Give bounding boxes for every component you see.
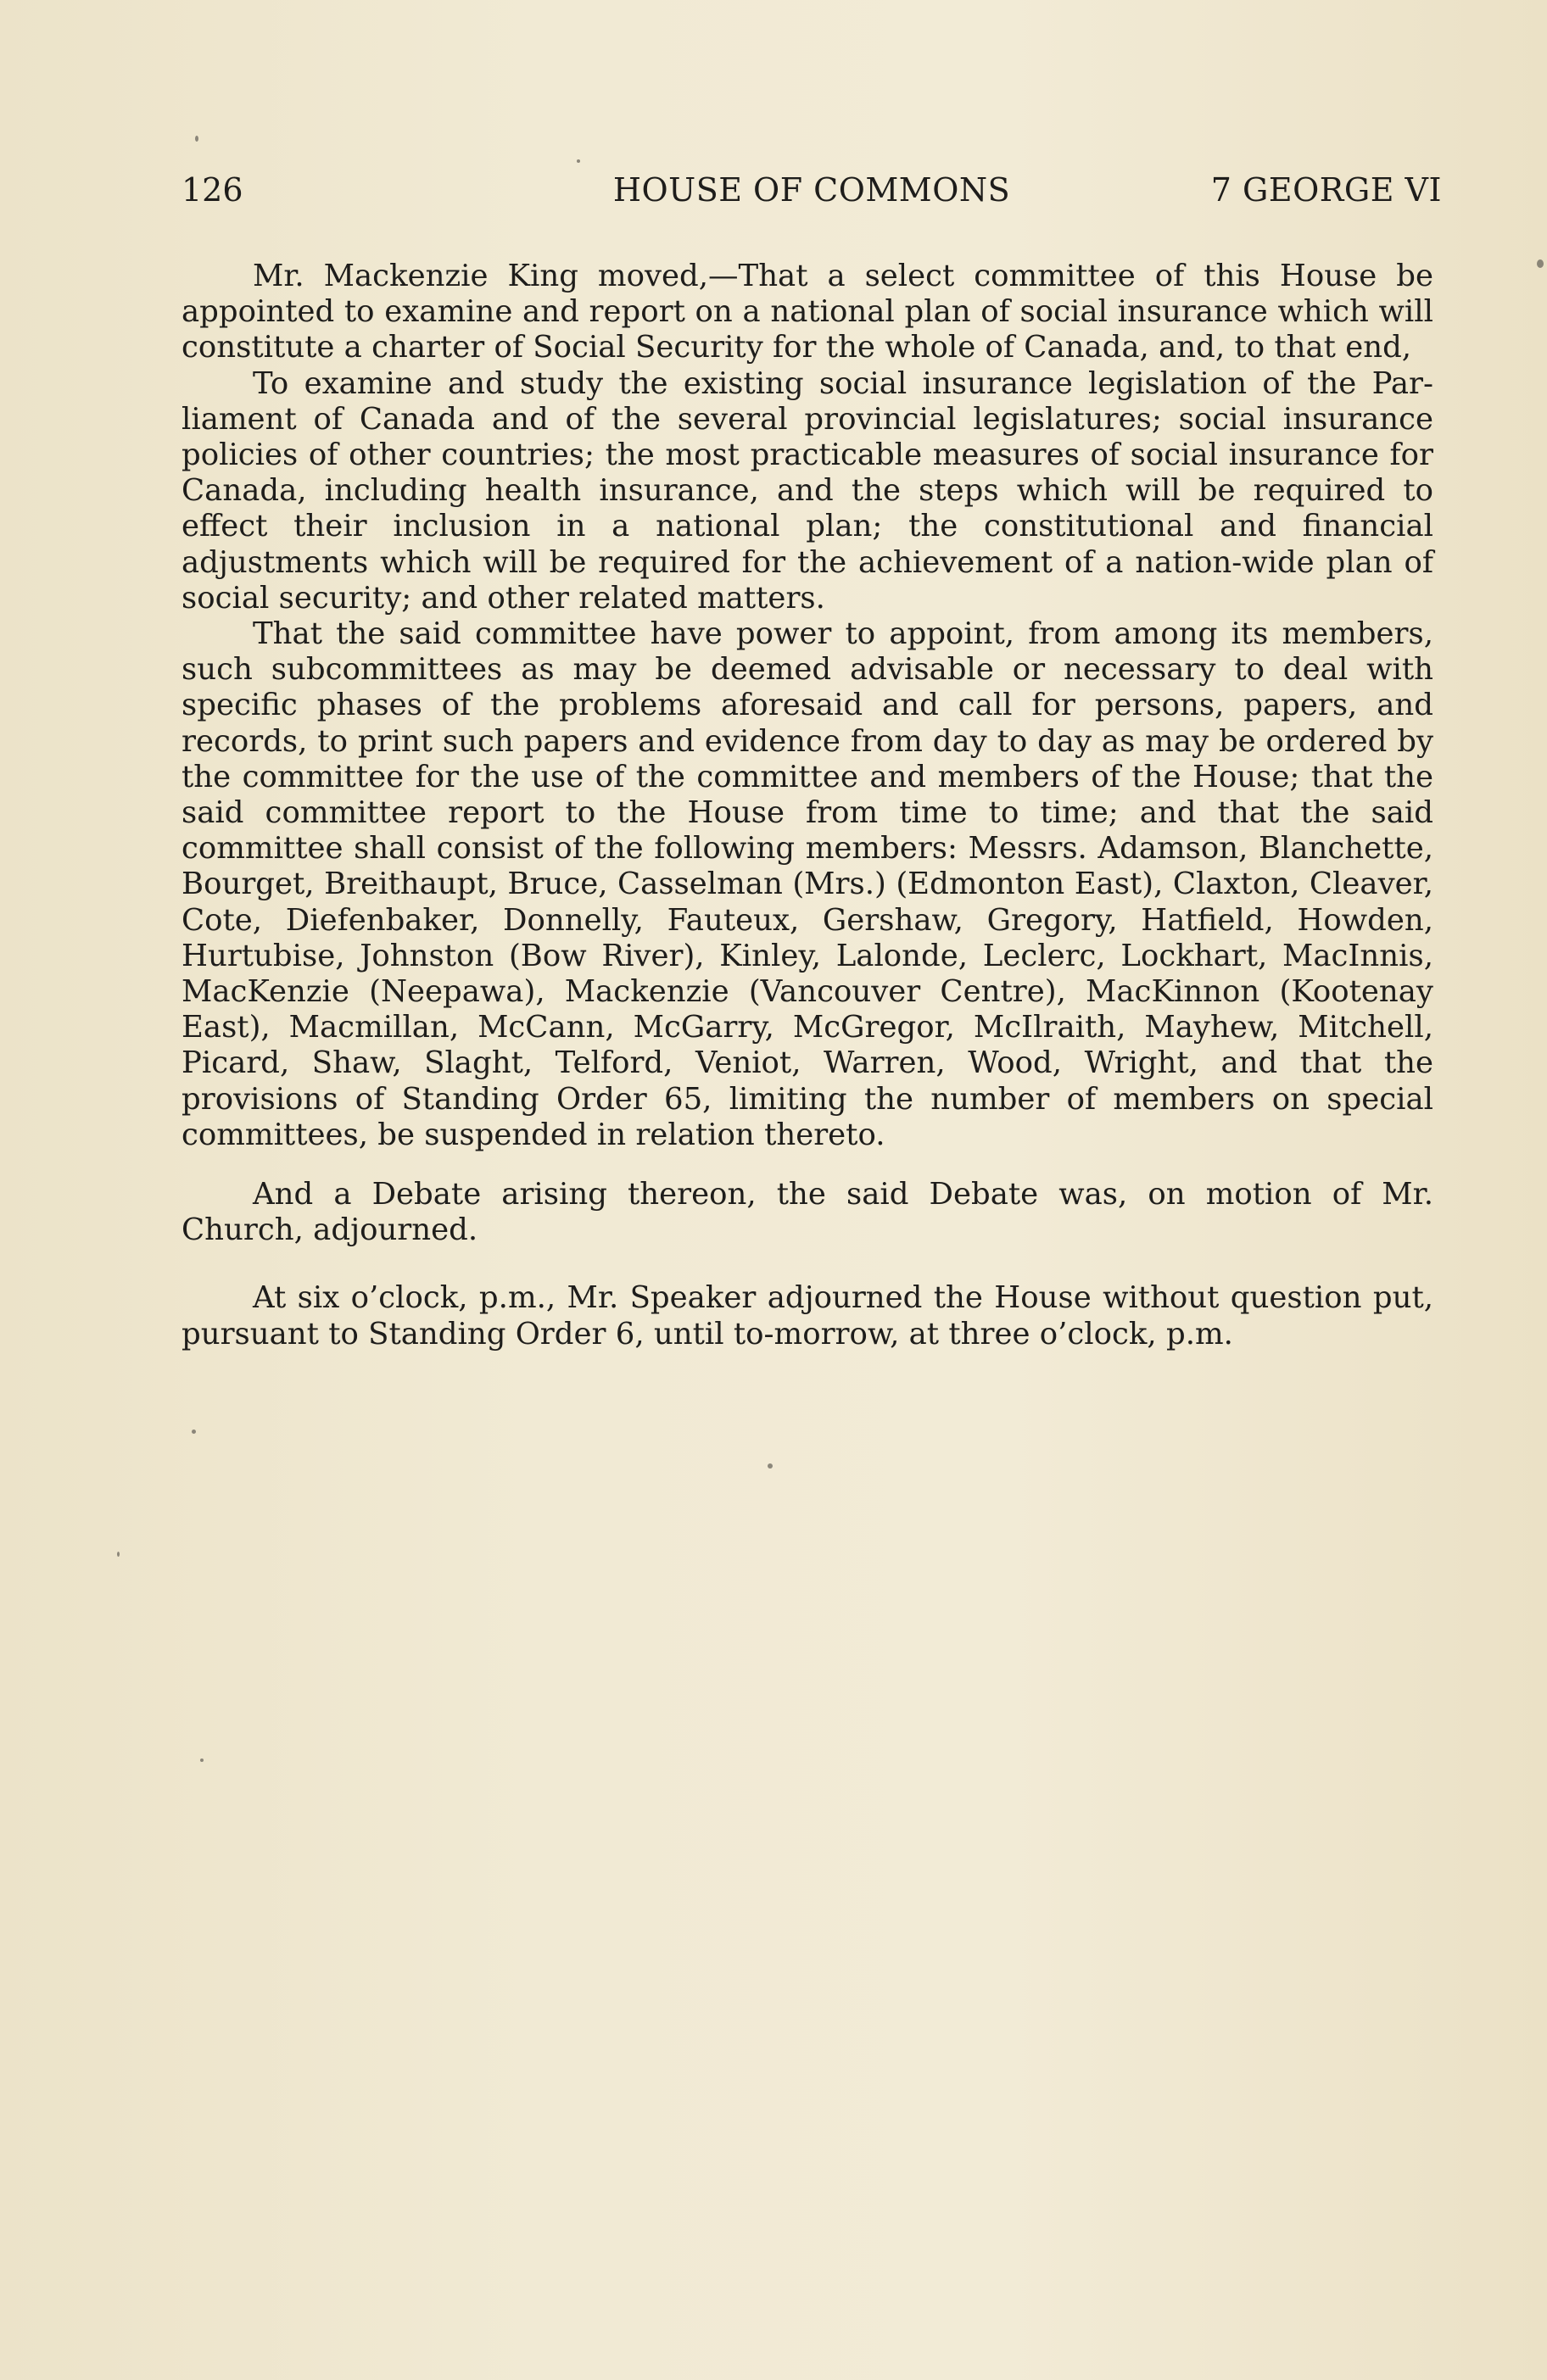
running-title: HOUSE OF COMMONS (612, 171, 1011, 209)
paper-speck (768, 1463, 773, 1469)
session-label: 7 GEORGE VI (1210, 171, 1442, 209)
page-number: 126 (182, 171, 243, 209)
committee-powers-paragraph: That the said committee have power to appoint, from among its members, such subcommittees as may be deemed advisable or necessary to deal with specific phases of the problems aforesaid and call for persons, papers, and records, to print such papers and evidence from day to day as may be ordered by the committee for the use of the committee and members of the House; that the said committee report to the House from time to time; and that the said committee shall consist of the following members: Messrs. Adamson, Blanchette, Bourget, Breithaupt, Bruce, Casselman (Mrs.) (Edmonton East), Claxton, Cleaver, Cote, Diefenbaker, Donnelly, Fauteux, Gershaw, Gregory, Hatfield, Howden, Hurtubise, Johnston (Bow River), Kinley, Lalonde, Leclerc, Lockhart, MacInnis, MacKenzie (Neepawa), Mackenzie (Vancouver Centre), MacKinnon (Kootenay East), Macmillan, McCann, McGarry, McGregor, McIlraith, Mayhew, Mitchell, Picard, Shaw, Slaght, Telford, Veniot, Warren, Wood, Wright, and that the provisions of Standing Order 65, limiting the number of members on special committees, be suspended in relation thereto. (182, 616, 1433, 1152)
page-header (182, 168, 1442, 212)
paper-speck (192, 1430, 196, 1434)
paper-speck (577, 159, 580, 163)
debate-paragraph: And a Debate arising thereon, the said Debate was, on motion of Mr. Church, adjourned. (182, 1177, 1433, 1248)
motion-paragraph: Mr. Mackenzie King moved,—That a select committee of this House be appointed to examine and report on a national plan of social insurance which will constitute a charter of Social Security for the whole of Canada, and, to that end, (182, 259, 1433, 365)
paper-speck (117, 1552, 120, 1557)
paper-speck (1537, 259, 1544, 268)
paper-speck (195, 136, 198, 142)
terms-paragraph: To examine and study the existing social insurance legislation of the Parliament of Canada and of the several provincial legislatures; social insurance policies of other countries; the most practicable measures of social insurance for Canada, including health insurance, and the steps which will be required to effect their inclusion in a national plan; the constitutional and financial adjustments which will be required for the achievement of a nation-wide plan of social security; and other related matters. (182, 365, 1433, 616)
adjournment-paragraph: At six o’clock, p.m., Mr. Speaker adjourned the House without question put, pursuant to Standing Order 6, until to-morrow, at three o’clock, p.m. (182, 1280, 1433, 1352)
paper-speck (200, 1759, 204, 1762)
journal-entry (182, 259, 1433, 1352)
